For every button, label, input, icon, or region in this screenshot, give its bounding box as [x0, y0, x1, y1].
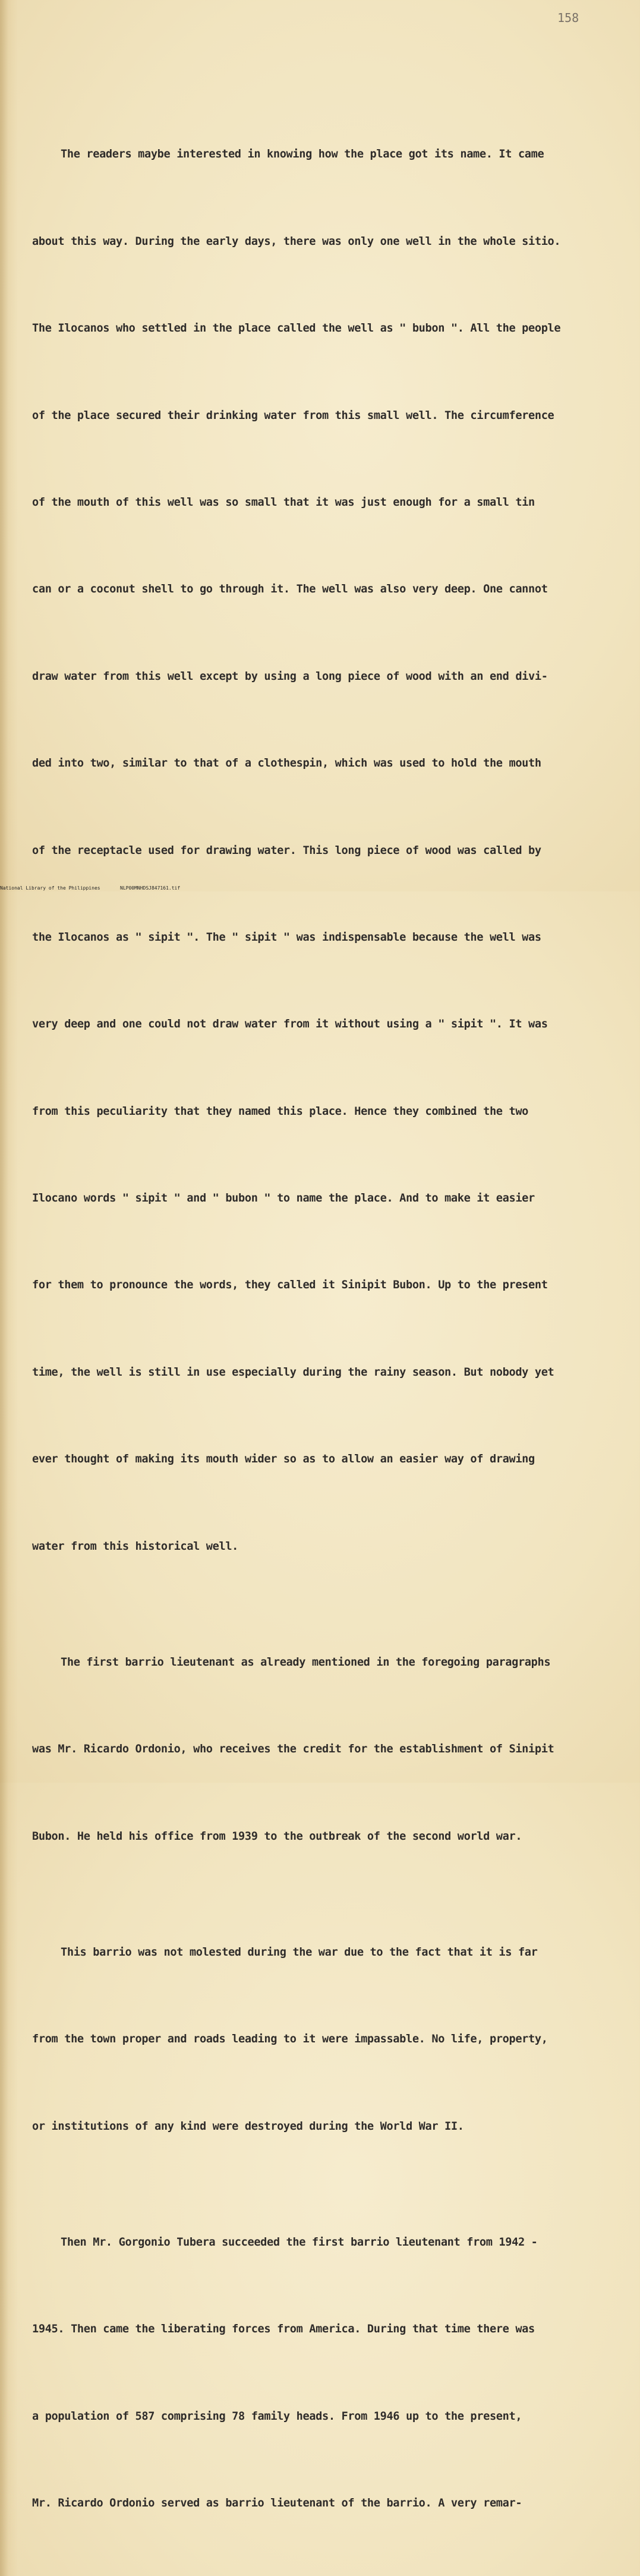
text-line: Ilocano words " sipit " and " bubon " to name the place. And to make it easier [32, 1192, 535, 1205]
library-label: National Library of the Philippines [0, 885, 100, 891]
text-line: The first barrio lieutenant as already mentioned in the foregoing paragraphs [61, 1656, 551, 1669]
text-line: of the mouth of this well was so small that it was just enough for a small tin [32, 496, 535, 509]
scan-footer [0, 885, 640, 891]
text-line: draw water from this well except by using a long piece of wood with an end divi- [32, 670, 548, 683]
typed-text-body [32, 53, 632, 2576]
text-line: water from this historical well. [32, 1540, 239, 1553]
text-line: for them to pronounce the words, they called it Sinipit Bubon. Up to the present [32, 1279, 548, 1292]
text-line: The readers maybe interested in knowing how the place got its name. It came [61, 148, 544, 161]
text-line: from this peculiarity that they named this place. Hence they combined the two [32, 1105, 529, 1118]
text-line: This barrio was not molested during the war due to the fact that it is far [61, 1946, 538, 1959]
text-line: a population of 587 comprising 78 family heads. From 1946 up to the present, [32, 2410, 522, 2423]
text-line: ever thought of making its mouth wider so as to allow an easier way of drawing [32, 1453, 535, 1466]
filename-label: NLP00MNHDSJ847161.tif [120, 885, 181, 891]
text-line: can or a coconut shell to go through it. The well was also very deep. One cannot [32, 583, 548, 596]
text-line: Bubon. He held his office from 1939 to the outbreak of the second world war. [32, 1830, 522, 1843]
page-number: 158 [557, 11, 579, 25]
text-line: very deep and one could not draw water from it without using a " sipit ". It was [32, 1018, 548, 1031]
text-line: about this way. During the early days, there was only one well in the whole sitio. [32, 235, 561, 248]
text-line: of the place secured their drinking water from this small well. The circumference [32, 409, 554, 422]
text-line: 1945. Then came the liberating forces from America. During that time there was [32, 2323, 535, 2336]
text-line: ded into two, similar to that of a clothespin, which was used to hold the mouth [32, 757, 541, 770]
text-line: from the town proper and roads leading to it were impassable. No life, property, [32, 2033, 548, 2046]
text-line: was Mr. Ricardo Ordonio, who receives the credit for the establishment of Sinipit [32, 1743, 554, 1756]
text-line: time, the well is still in use especially during the rainy season. But nobody yet [32, 1366, 554, 1379]
text-line: of the receptacle used for drawing water. This long piece of wood was called by [32, 844, 541, 857]
text-line: or institutions of any kind were destroyed during the World War II. [32, 2120, 464, 2133]
text-line: Mr. Ricardo Ordonio served as barrio lieutenant of the barrio. A very remar- [32, 2496, 522, 2509]
text-line: the Ilocanos as " sipit ". The " sipit " was indispensable because the well was [32, 931, 541, 944]
text-line: The Ilocanos who settled in the place called the well as " bubon ". All the people [32, 322, 561, 335]
text-line: Then Mr. Gorgonio Tubera succeeded the first barrio lieutenant from 1942 - [61, 2236, 538, 2249]
